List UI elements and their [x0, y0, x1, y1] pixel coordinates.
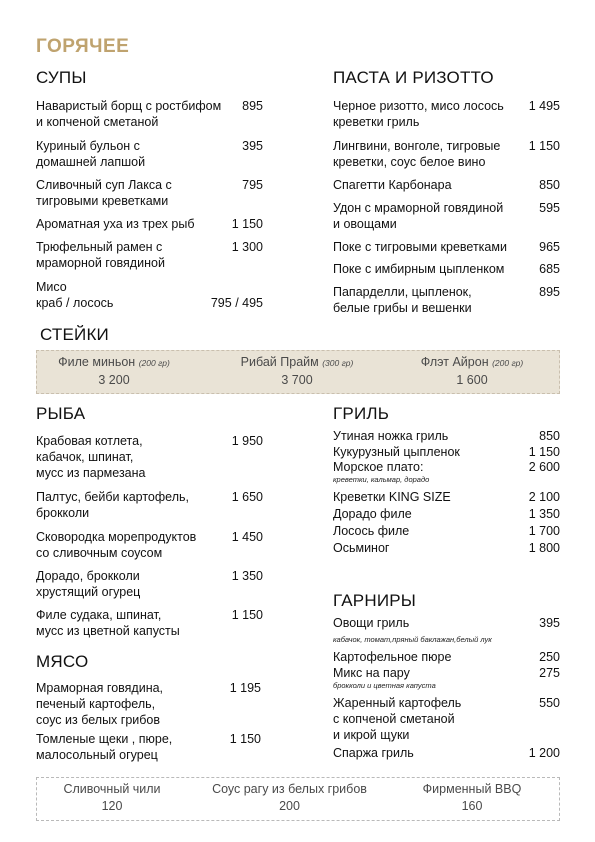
item-note: креветки, кальмар, дорадо [333, 475, 430, 484]
steak-name: Рибай Прайм [240, 355, 319, 369]
item-name: Овощи гриль [333, 616, 410, 630]
section-heading-pasta: ПАСТА И РИЗОТТО [333, 68, 494, 87]
item-name: Лингвини, вонголе, тигровые креветки, соус белое вино [333, 139, 501, 169]
item-price: 1 350 [528, 507, 560, 521]
item-name: Спагетти Карбонара [333, 178, 452, 192]
item-name: Удон с мраморной говядиной и овощами [333, 201, 504, 231]
meat-list [36, 0, 261, 842]
menu-item [333, 695, 560, 743]
item-price: 1 350 [231, 569, 263, 583]
sauce-name: Фирменный BBQ [422, 782, 522, 796]
steak-weight: (200 гр) [138, 358, 170, 368]
item-price: 965 [539, 240, 560, 254]
sauces-panel [36, 777, 560, 821]
item-name: Куриный бульон с домашней лапшой [36, 139, 146, 169]
item-price: 1 150 [528, 445, 560, 459]
steak-price: 3 200 [98, 373, 130, 387]
section-heading-soups: СУПЫ [36, 68, 87, 87]
item-note: брокколи и цветная капуста [333, 681, 436, 690]
item-name: Трюфельный рамен с мраморной говядиной [36, 240, 165, 270]
item-price: 1 450 [231, 530, 263, 544]
steak-weight: (300 гр) [322, 358, 354, 368]
sauce-item [192, 782, 387, 813]
section-heading-grill: ГРИЛЬ [333, 404, 390, 423]
page-title: ГОРЯЧЕЕ [36, 36, 130, 57]
sauce-item [37, 782, 187, 813]
item-name: Дорадо филе [333, 507, 412, 521]
item-price: 1 700 [528, 524, 560, 538]
item-name: Сливочный суп Лакса с тигровыми креветками [36, 178, 172, 208]
item-price: 1 800 [528, 541, 560, 555]
item-price: 550 [539, 696, 560, 710]
item-name: Микс на пару [333, 666, 410, 680]
item-price: 595 [539, 201, 560, 215]
steak-weight: (200 гр) [492, 358, 524, 368]
steak-name: Филе миньон [58, 355, 136, 369]
section-heading-meat: МЯСО [36, 652, 89, 671]
item-price: 895 [242, 99, 263, 113]
item-price: 250 [539, 650, 560, 664]
item-name: Картофельное пюре [333, 650, 452, 664]
item-name: Поке с имбирным цыпленком [333, 262, 505, 276]
item-note: кабачок, томат,пряный баклажан,белый лук [333, 635, 492, 644]
section-heading-fish: РЫБА [36, 404, 86, 423]
item-name: Морское плато: [333, 460, 424, 474]
menu-item [333, 649, 560, 665]
item-name: Сковородка морепродуктов со сливочным соусом [36, 530, 197, 560]
menu-item [36, 731, 261, 763]
item-price: 795 / 495 [210, 296, 263, 310]
item-name: Наваристый борщ с ростбифом и копченой сметаной [36, 99, 222, 129]
sauce-price: 160 [461, 799, 483, 813]
item-price: 685 [539, 262, 560, 276]
item-name: Крабовая котлета, кабачок, шпинат, мусс из пармезана [36, 434, 146, 480]
item-name: Филе судака, шпинат, мусс из цветной капусты [36, 608, 180, 638]
item-price: 1 150 [229, 732, 261, 746]
item-name: Креветки KING SIZE [333, 490, 451, 504]
item-price: 395 [539, 616, 560, 630]
section-heading-steaks: СТЕЙКИ [40, 325, 109, 344]
item-name: Осьминог [333, 541, 390, 555]
item-price: 895 [539, 285, 560, 299]
item-name: Ароматная уха из трех рыб [36, 217, 195, 231]
item-name: Утиная ножка гриль [333, 429, 449, 443]
item-price: 2 600 [528, 460, 560, 474]
item-name: Палтус, бейби картофель, брокколи [36, 490, 189, 520]
item-price: 850 [539, 178, 560, 192]
item-price: 1 495 [528, 99, 560, 113]
menu-item [333, 745, 560, 761]
item-price: 1 150 [231, 608, 263, 622]
steak-price: 1 600 [456, 373, 488, 387]
item-name: Поке с тигровыми креветками [333, 240, 507, 254]
item-name: Дорадо, брокколи хрустящий огурец [36, 569, 141, 599]
item-name: Мраморная говядина, печеный картофель, соус из белых грибов [36, 681, 164, 727]
item-price: 1 300 [231, 240, 263, 254]
item-name: Жаренный картофель с копченой сметаной и икрой щуки [333, 696, 462, 742]
item-price: 1 650 [231, 490, 263, 504]
item-name: Томленые щеки , пюре, малосольный огурец [36, 732, 173, 762]
item-price: 1 150 [528, 139, 560, 153]
item-price: 395 [242, 139, 263, 153]
item-name: Лосось филе [333, 524, 410, 538]
item-name: Мисо краб / лосось [36, 280, 114, 310]
item-price: 1 195 [229, 681, 261, 695]
item-price: 1 200 [528, 746, 560, 760]
item-price: 275 [539, 666, 560, 680]
item-price: 2 100 [528, 490, 560, 504]
sauce-price: 120 [101, 799, 123, 813]
steak-name: Флэт Айрон [420, 355, 489, 369]
menu-item [333, 665, 560, 691]
item-price: 1 950 [231, 434, 263, 448]
item-price: 1 150 [231, 217, 263, 231]
item-name: Спаржа гриль [333, 746, 414, 760]
section-heading-sides: ГАРНИРЫ [333, 591, 417, 610]
item-name: Черное ризотто, мисо лосось креветки гриль [333, 99, 504, 129]
menu-item [333, 615, 560, 645]
item-price: 795 [242, 178, 263, 192]
item-name: Кукурузный цыпленок [333, 445, 460, 459]
sauce-price: 200 [279, 799, 300, 813]
steak-price: 3 700 [281, 373, 313, 387]
sides-list [333, 0, 560, 842]
menu-item [36, 680, 261, 728]
sauce-name: Сливочный чили [63, 782, 161, 796]
item-name: Папарделли, цыпленок, белые грибы и вешенки [333, 285, 472, 315]
sauce-name: Соус рагу из белых грибов [212, 782, 367, 796]
sauce-item [397, 782, 547, 813]
item-price: 850 [539, 429, 560, 443]
